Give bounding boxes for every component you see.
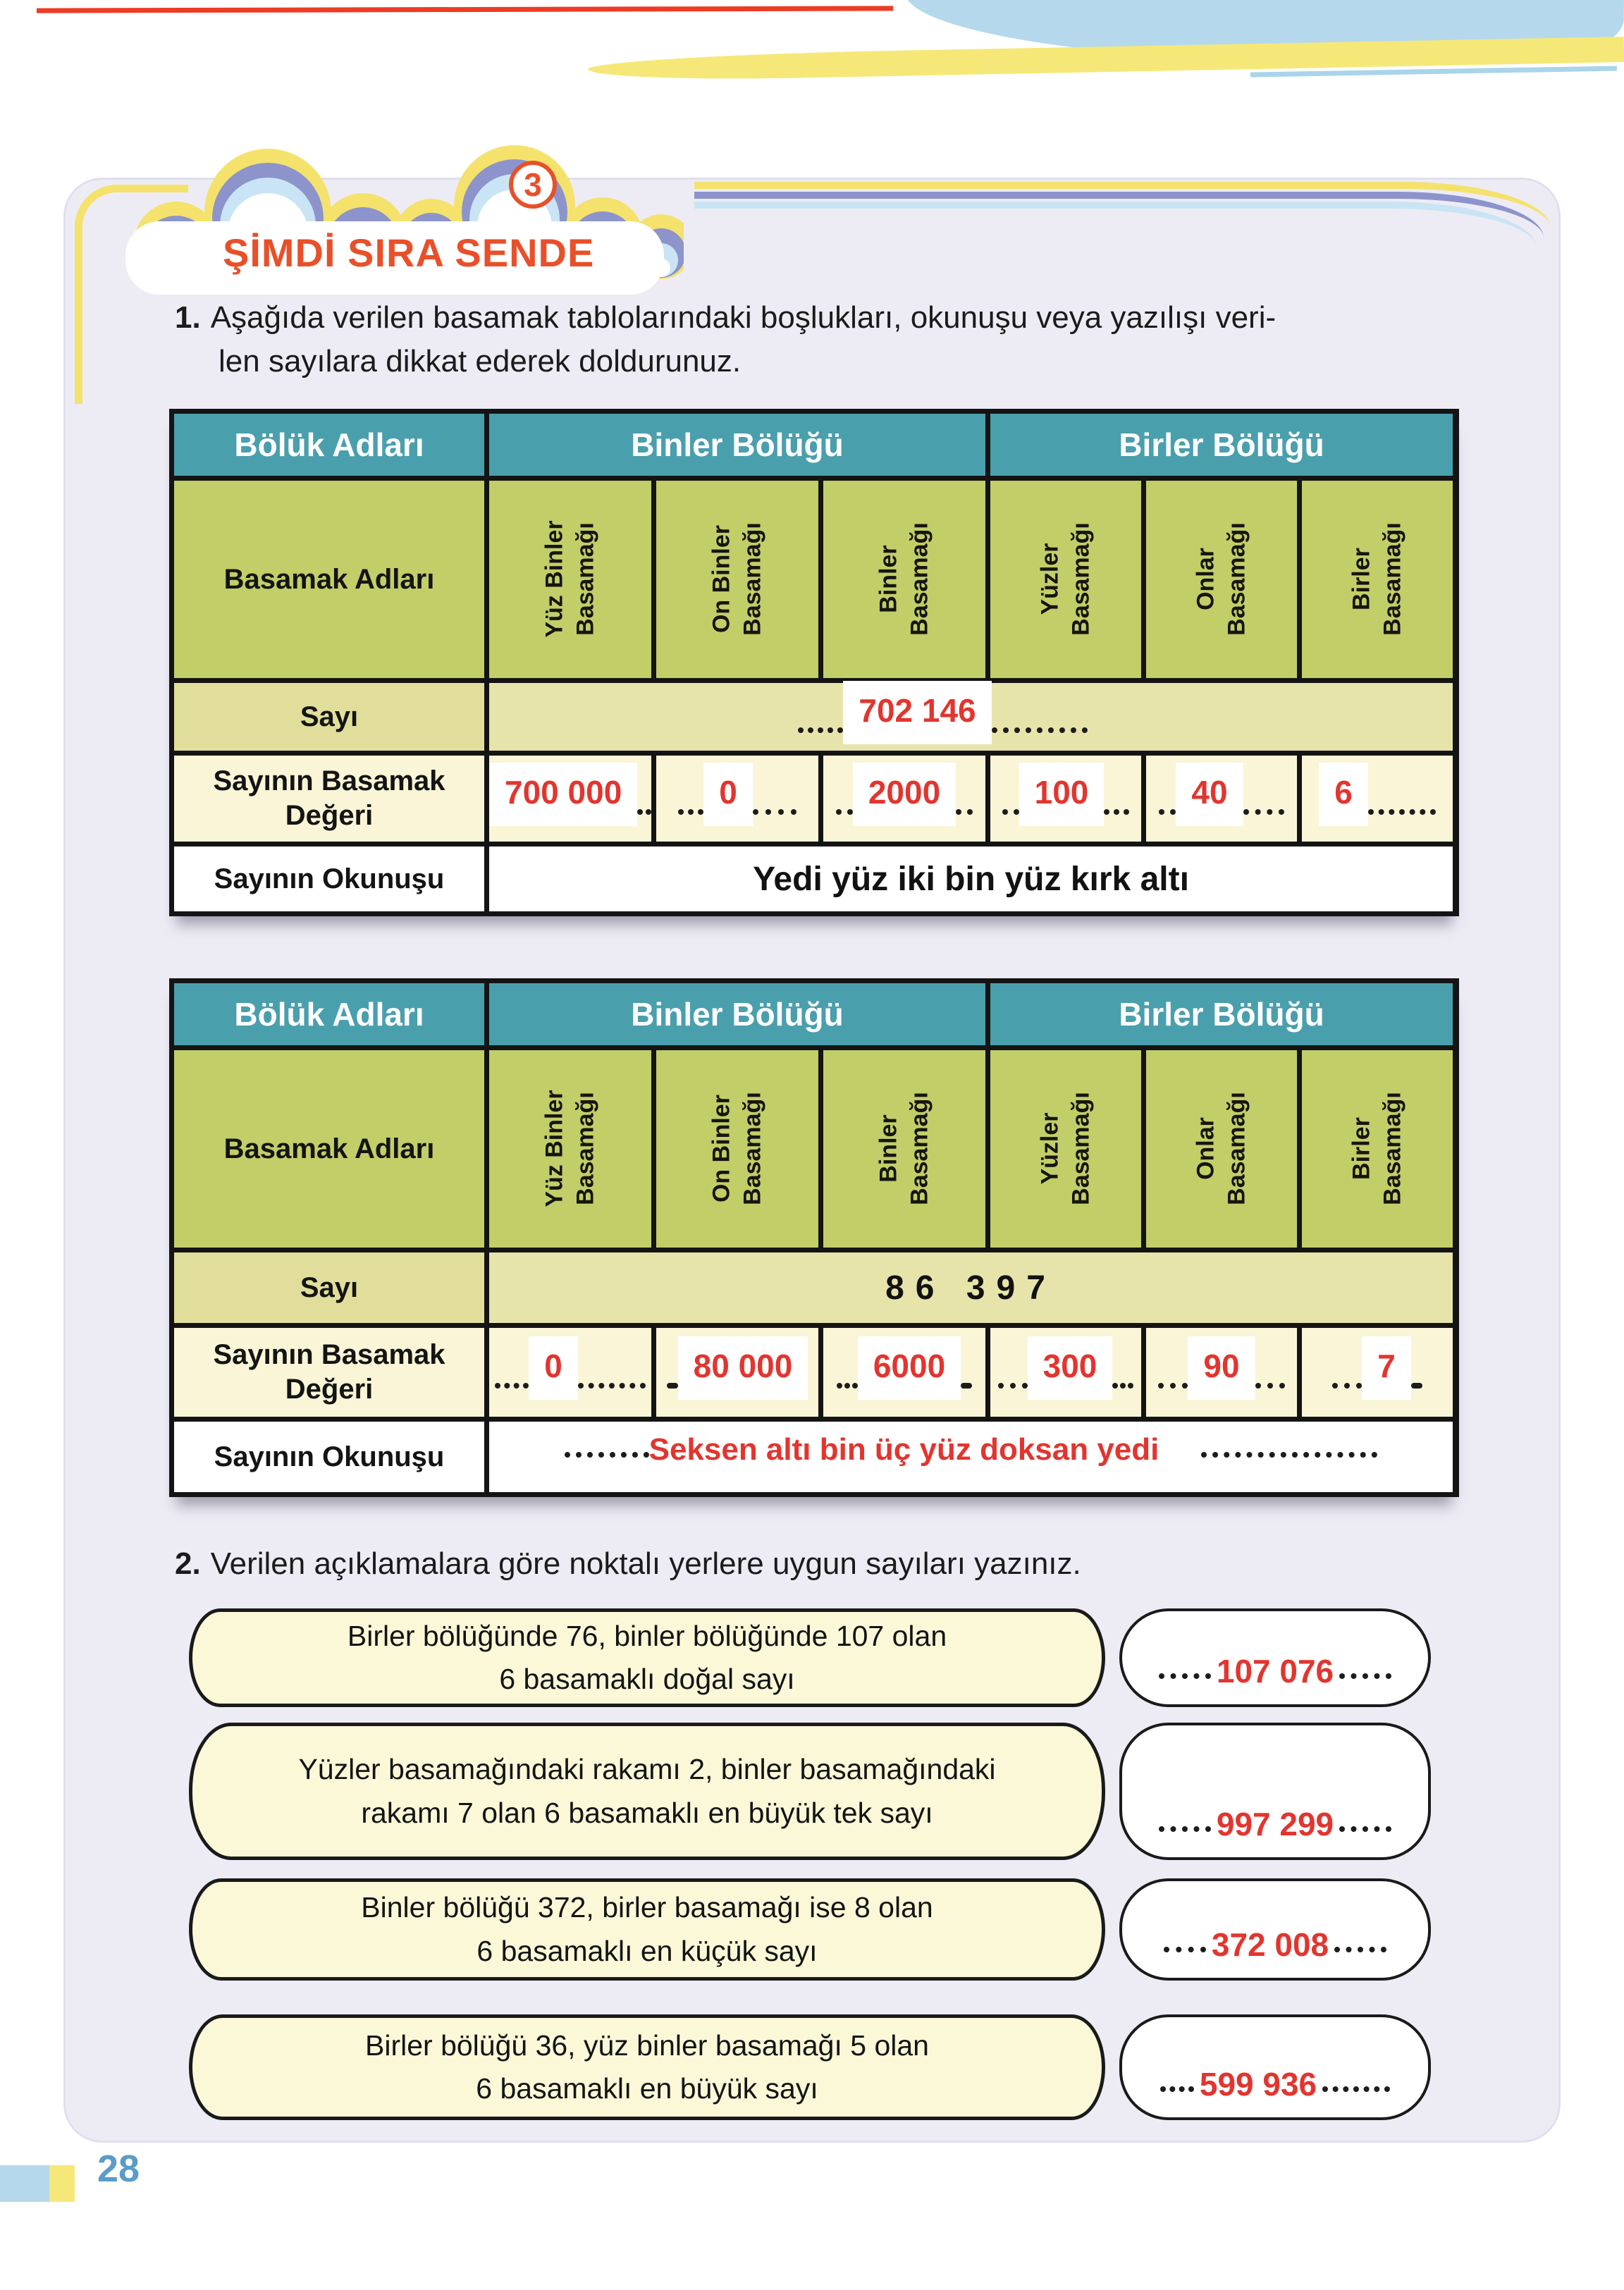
- dotted-line: [667, 1383, 678, 1389]
- answer-slot: [678, 1336, 808, 1400]
- column-header-label: On Binler Basamağı: [708, 522, 765, 636]
- table2-header-binler-bolugu: Binler Bölüğü: [489, 983, 985, 1045]
- answer-slot: [1188, 1336, 1255, 1400]
- value-fill-line: [823, 763, 985, 835]
- answer-number: 80 000: [693, 1348, 793, 1384]
- dotted-line: [1159, 1826, 1211, 1832]
- cloud-decoration: [106, 138, 684, 300]
- item-row: [189, 1878, 1431, 1981]
- bottom-blue-square-decoration: [0, 2165, 49, 2202]
- answer-number: 300: [1042, 1348, 1097, 1384]
- table2-header-boluk-adlari: Bölük Adları: [174, 983, 484, 1045]
- dotted-line: [1334, 1947, 1386, 1952]
- item-answer-box: [1119, 1878, 1431, 1981]
- dotted-line: [1002, 809, 1019, 815]
- answer-slot: [843, 681, 991, 744]
- answer-number: 6: [1334, 774, 1353, 811]
- item-answer: 107 076: [1216, 1653, 1334, 1689]
- question-1-number: 1.: [175, 300, 201, 335]
- column-header-label: Onlar Basamağı: [1192, 522, 1250, 636]
- item-row: [189, 2014, 1431, 2120]
- table1-degeri-onlar: [1146, 756, 1297, 842]
- column-header-label: Onlar Basamağı: [1192, 1092, 1250, 1206]
- item-answer: 997 299: [1216, 1806, 1334, 1842]
- table2-degeri-on-binler: [656, 1328, 818, 1417]
- table1-col-on-binler: [656, 481, 818, 678]
- answer-slot: [529, 1336, 578, 1400]
- item-answer: 599 936: [1199, 2066, 1317, 2103]
- prompt-line2: 6 basamaklı en büyük sayı: [476, 2072, 818, 2105]
- table1-sayi-cell: [489, 683, 1453, 751]
- column-header-label: Yüzler Basamağı: [1036, 1092, 1094, 1206]
- answer-number: 0: [719, 774, 737, 811]
- prompt-line2: 6 basamaklı doğal sayı: [499, 1663, 795, 1695]
- answer-slot: [1019, 763, 1105, 826]
- item-row: [189, 1608, 1431, 1707]
- answer-number: 702 146: [859, 692, 976, 729]
- dotted-line: [1158, 1383, 1188, 1389]
- prompt-line2: rakamı 7 olan 6 basamaklı en büyük tek sayı: [361, 1796, 933, 1829]
- table1-col-birler: [1302, 481, 1453, 678]
- table2-col-on-binler: [656, 1050, 818, 1248]
- dotted-line: [1368, 809, 1436, 815]
- column-header-label: Birler Basamağı: [1348, 522, 1405, 636]
- badge-number: 3: [524, 166, 542, 203]
- prompt-line1: Birler bölüğünde 76, binler bölüğünde 107 olan: [347, 1619, 947, 1652]
- top-red-line-decoration: [37, 6, 893, 13]
- value-fill-line: [1146, 1336, 1297, 1408]
- answer-slot: [1028, 1336, 1113, 1400]
- answer-slot: [1319, 763, 1368, 826]
- value-fill-line: [656, 1336, 818, 1408]
- dotted-line: [1255, 1383, 1285, 1389]
- table2-degeri-yuz-binler: [489, 1328, 651, 1417]
- question-2-number: 2.: [175, 1546, 201, 1581]
- question-1-text-line1: Aşağıda verilen basamak tablolarındaki boşlukları, okunuşu veya yazılışı veri-: [210, 300, 1277, 335]
- question-1-text-line2: len sayılara dikkat ederek doldurunuz.: [219, 344, 742, 379]
- dotted-line: [1339, 1673, 1391, 1679]
- table1-degeri-birler: [1302, 756, 1453, 842]
- table1-label-sayi: Sayı: [174, 683, 484, 751]
- table1-col-yuzler: [990, 481, 1141, 678]
- dotted-line: [1322, 2086, 1390, 2092]
- table2-label-basamak-degeri: Sayının Basamak Değeri: [174, 1328, 484, 1417]
- table2-col-birler: [1302, 1050, 1453, 1248]
- table1-col-yuz-binler: [489, 481, 651, 678]
- item-answer-box: [1119, 1723, 1431, 1860]
- bottom-yellow-square-decoration: [49, 2165, 75, 2202]
- dotted-line: [836, 809, 853, 815]
- value-fill-line: [823, 1336, 985, 1408]
- item-prompt: [189, 1608, 1105, 1707]
- value-fill-line: [1302, 763, 1453, 835]
- answer-number: 6000: [873, 1348, 946, 1384]
- answer-slot: [703, 763, 753, 826]
- dotted-line: [837, 1383, 858, 1389]
- question-1: [175, 296, 1472, 384]
- question-2: [175, 1542, 1472, 1586]
- given-number: 86 397: [885, 1269, 1057, 1307]
- column-header-label: Binler Basamağı: [875, 522, 933, 636]
- value-fill-line: [1302, 1336, 1453, 1408]
- answer-number: 2000: [868, 774, 941, 811]
- table1-degeri-yuzler: [990, 756, 1141, 842]
- place-value-table-1: [169, 409, 1459, 916]
- table2-degeri-binler: [823, 1328, 985, 1417]
- prompt-line1: Birler bölüğü 36, yüz binler basamağı 5 olan: [365, 2029, 929, 2062]
- dotted-line: [1243, 809, 1284, 815]
- column-header-label: Birler Basamağı: [1348, 1092, 1405, 1206]
- answer-number: 40: [1191, 774, 1228, 811]
- table1-header-birler-bolugu: Birler Bölüğü: [990, 414, 1453, 476]
- table2-label-sayi: Sayı: [174, 1252, 484, 1323]
- prompt-line1: Binler bölüğü 372, birler basamağı ise 8 olan: [361, 1891, 933, 1923]
- dotted-line: [1104, 809, 1129, 815]
- column-header-label: Yüz Binler Basamağı: [541, 1090, 598, 1208]
- dotted-line: [956, 809, 973, 815]
- table1-header-binler-bolugu: Binler Bölüğü: [489, 414, 985, 476]
- item-answer-box: [1119, 2014, 1431, 2120]
- panel-top-arc-blue: [694, 202, 1537, 248]
- value-fill-line: [990, 1336, 1141, 1408]
- activity-title: ŞİMDİ SIRA SENDE: [223, 230, 595, 275]
- table1-label-basamak-adlari: Basamak Adları: [174, 481, 484, 678]
- dotted-line: [992, 727, 1088, 733]
- item-prompt: [189, 1723, 1105, 1860]
- dotted-line: [1201, 1452, 1377, 1458]
- place-value-table-2: [169, 978, 1459, 1497]
- table2-okunus-cell: [489, 1422, 1453, 1492]
- item-answer: 372 008: [1211, 1926, 1329, 1963]
- prompt-line1: Yüzler basamağındaki rakamı 2, binler basamağındaki: [298, 1753, 996, 1785]
- dotted-line: [1159, 1673, 1211, 1679]
- answer-slot: [1362, 1336, 1411, 1400]
- dotted-line: [1112, 1383, 1133, 1389]
- value-fill-line: [489, 763, 651, 835]
- answer-slot: [489, 763, 637, 826]
- table1-header-boluk-adlari: Bölük Adları: [174, 414, 484, 476]
- column-header-label: Yüz Binler Basamağı: [541, 520, 598, 639]
- okunus-answer: Seksen altı bin üç yüz doksan yedi: [648, 1432, 1159, 1467]
- table2-header-birler-bolugu: Birler Bölüğü: [990, 983, 1453, 1045]
- dotted-line: [998, 1383, 1028, 1389]
- table2-label-basamak-adlari: Basamak Adları: [174, 1050, 484, 1248]
- table2-degeri-onlar: [1146, 1328, 1297, 1417]
- activity-number-badge: [509, 161, 557, 209]
- column-header-label: Binler Basamağı: [875, 1092, 933, 1206]
- cloud-graphic: [106, 138, 684, 300]
- question-2-text: Verilen açıklamalara göre noktalı yerlere uygun sayıları yazınız.: [210, 1546, 1081, 1581]
- value-fill-line: [489, 1336, 651, 1408]
- answer-slot: [858, 1336, 961, 1400]
- table1-degeri-on-binler: [656, 756, 818, 842]
- table1-okunus-value: Yedi yüz iki bin yüz kırk altı: [489, 847, 1453, 911]
- okunus-fill-line: [489, 1432, 1453, 1482]
- table1-col-onlar: [1146, 481, 1297, 678]
- table1-degeri-binler: [823, 756, 985, 842]
- dotted-line: [1159, 809, 1176, 815]
- table1-label-okunus: Sayının Okunuşu: [174, 847, 484, 911]
- answer-number: 700 000: [505, 774, 622, 811]
- value-fill-line: [990, 763, 1141, 835]
- table2-label-okunus: Sayının Okunuşu: [174, 1422, 484, 1492]
- answer-number: 7: [1377, 1348, 1396, 1384]
- dotted-line: [495, 1383, 529, 1389]
- prompt-line2: 6 basamaklı en küçük sayı: [476, 1934, 818, 1967]
- dotted-line: [753, 809, 796, 815]
- dotted-line: [678, 809, 703, 815]
- table2-col-onlar: [1146, 1050, 1297, 1248]
- value-fill-line: [1146, 763, 1297, 835]
- value-fill-line: [656, 763, 818, 835]
- dotted-line: [798, 727, 843, 733]
- answer-slot: [853, 763, 956, 826]
- question-2-items: [189, 1608, 1431, 2120]
- dotted-line: [1339, 1826, 1391, 1832]
- sayi-fill-line: [461, 681, 1425, 753]
- table2-degeri-yuzler: [990, 1328, 1141, 1417]
- column-header-label: Yüzler Basamağı: [1036, 522, 1094, 636]
- table1-col-binler: [823, 481, 985, 678]
- dotted-line: [1411, 1383, 1422, 1389]
- dotted-line: [565, 1452, 649, 1458]
- page-number: 28: [97, 2148, 140, 2190]
- answer-slot: [1176, 763, 1243, 826]
- column-header-label: On Binler Basamağı: [708, 1092, 765, 1206]
- dotted-line: [637, 809, 651, 815]
- table2-col-binler: [823, 1050, 985, 1248]
- dotted-line: [1164, 1947, 1206, 1952]
- item-answer-box: [1119, 1608, 1431, 1707]
- dotted-line: [1160, 2086, 1194, 2092]
- table1-label-basamak-degeri: Sayının Basamak Değeri: [174, 756, 484, 842]
- item-prompt: [189, 2014, 1105, 2120]
- dotted-line: [961, 1383, 972, 1389]
- table2-col-yuzler: [990, 1050, 1141, 1248]
- table2-sayi-cell: [489, 1252, 1453, 1323]
- answer-number: 90: [1203, 1348, 1240, 1384]
- table2-degeri-birler: [1302, 1328, 1453, 1417]
- dotted-line: [578, 1383, 646, 1389]
- answer-number: 100: [1034, 774, 1089, 811]
- dotted-line: [1332, 1383, 1362, 1389]
- item-prompt: [189, 1878, 1105, 1981]
- table1-degeri-yuz-binler: [489, 756, 651, 842]
- table2-col-yuz-binler: [489, 1050, 651, 1248]
- answer-number: 0: [544, 1348, 562, 1384]
- item-row: [189, 1723, 1431, 1860]
